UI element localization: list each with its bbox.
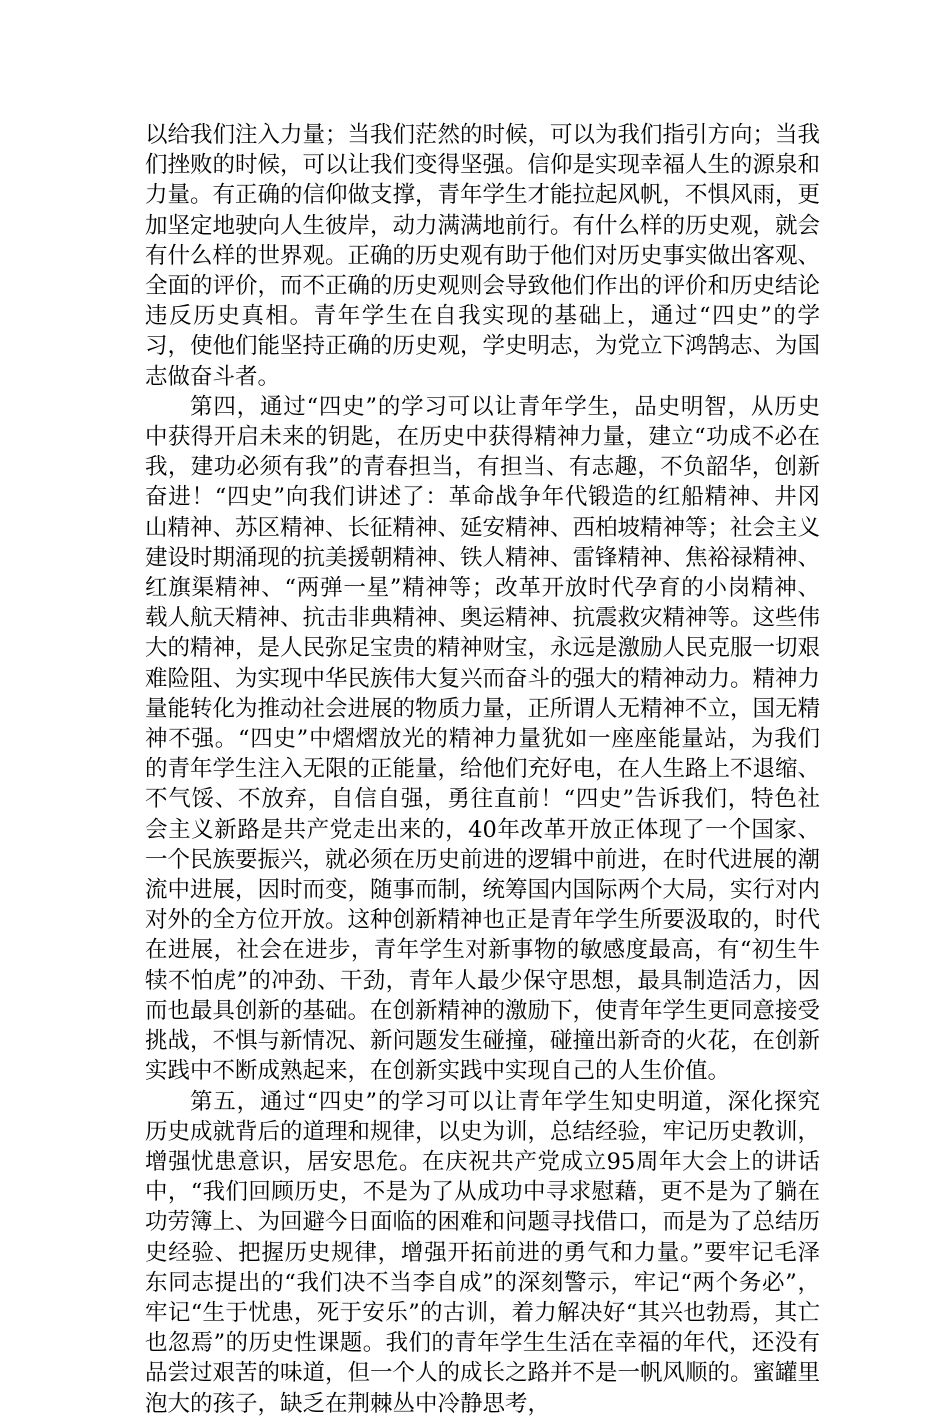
paragraph-3: 第五，通过“四史”的学习可以让青年学生知史明道，深化探究历史成就背后的道理和规律，以史为训，总结经验，牢记历史教训，增强忧患意识，居安思危。在庆祝共产党成立95周年大会上的讲话中，“我们回顾历史，不是为了从成功中寻求慰藉，更不是为了躺在功劳簿上、为回避今日面临的困难和问题寻找借口，而是为了总结历史经验、把握历史规律，增强开拓前进的勇气和力量。”要牢记毛泽东同志提出的“我们决不当李自成”的深刻警示，牢记“两个务必”，牢记“生于忧患，死于安乐”的古训，着力解决好“其兴也勃焉，其亡也忽焉”的历史性课题。我们的青年学生生活在幸福的年代，还没有品尝过艰苦的味道，但一个人的成长之路并不是一帆风顺的。蜜罐里泡大的孩子，缺乏在荆棘丛中冷静思考， xyxy=(145,1088,821,1417)
paragraph-2: 第四，通过“四史”的学习可以让青年学生，品史明智，从历史中获得开启未来的钥匙，在历史中获得精神力量，建立“功成不必在我，建功必须有我”的青春担当，有担当、有志趣，不负韶华，创新奋进！“四史”向我们讲述了：革命战争年代锻造的红船精神、井冈山精神、苏区精神、长征精神、延安精神、西柏坡精神等；社会主义建设时期涌现的抗美援朝精神、铁人精神、雷锋精神、焦裕禄精神、红旗渠精神、“两弹一星”精神等；改革开放时代孕育的小岗精神、载人航天精神、抗击非典精神、奥运精神、抗震救灾精神等。这些伟大的精神，是人民弥足宝贵的精神财宝，永远是激励人民克服一切艰难险阻、为实现中华民族伟大复兴而奋斗的强大的精神动力。精神力量能转化为推动社会进展的物质力量，正所谓人无精神不立，国无精神不强。“四史”中熠熠放光的精神力量犹如一座座能量站，为我们的青年学生注入无限的正能量，给他们充好电，在人生路上不退缩、不气馁、不放弃，自信自强，勇往直前！“四史”告诉我们，特色社会主义新路是共产党走出来的，40年改革开放正体现了一个国家、一个民族要振兴，就必须在历史前进的逻辑中前进，在时代进展的潮流中进展，因时而变，随事而制，统筹国内国际两个大局，实行对内对外的全方位开放。这种创新精神也正是青年学生所要汲取的，时代在进展，社会在进步，青年学生对新事物的敏感度最高，有“初生牛犊不怕虎”的冲劲、干劲，青年人最少保守思想，最具制造活力，因而也最具创新的基础。在创新精神的激励下，使青年学生更同意接受挑战，不惧与新情况、新问题发生碰撞，碰撞出新奇的火花，在创新实践中不断成熟起来，在创新实践中实现自己的人生价值。 xyxy=(145,393,821,1085)
paragraph-1: 以给我们注入力量；当我们茫然的时候，可以为我们指引方向；当我们挫败的时候，可以让我们变得坚强。信仰是实现幸福人生的源泉和力量。有正确的信仰做支撑，青年学生才能拉起风帆，不惧风雨，更加坚定地驶向人生彼岸，动力满满地前行。有什么样的历史观，就会有什么样的世界观。正确的历史观有助于他们对历史事实做出客观、全面的评价，而不正确的历史观则会导致他们作出的评价和历史结论违反历史真相。青年学生在自我实现的基础上，通过“四史”的学习，使他们能坚持正确的历史观，学史明志，为党立下鸿鹄志、为国志做奋斗者。 xyxy=(145,122,821,390)
document-page xyxy=(145,120,820,1419)
